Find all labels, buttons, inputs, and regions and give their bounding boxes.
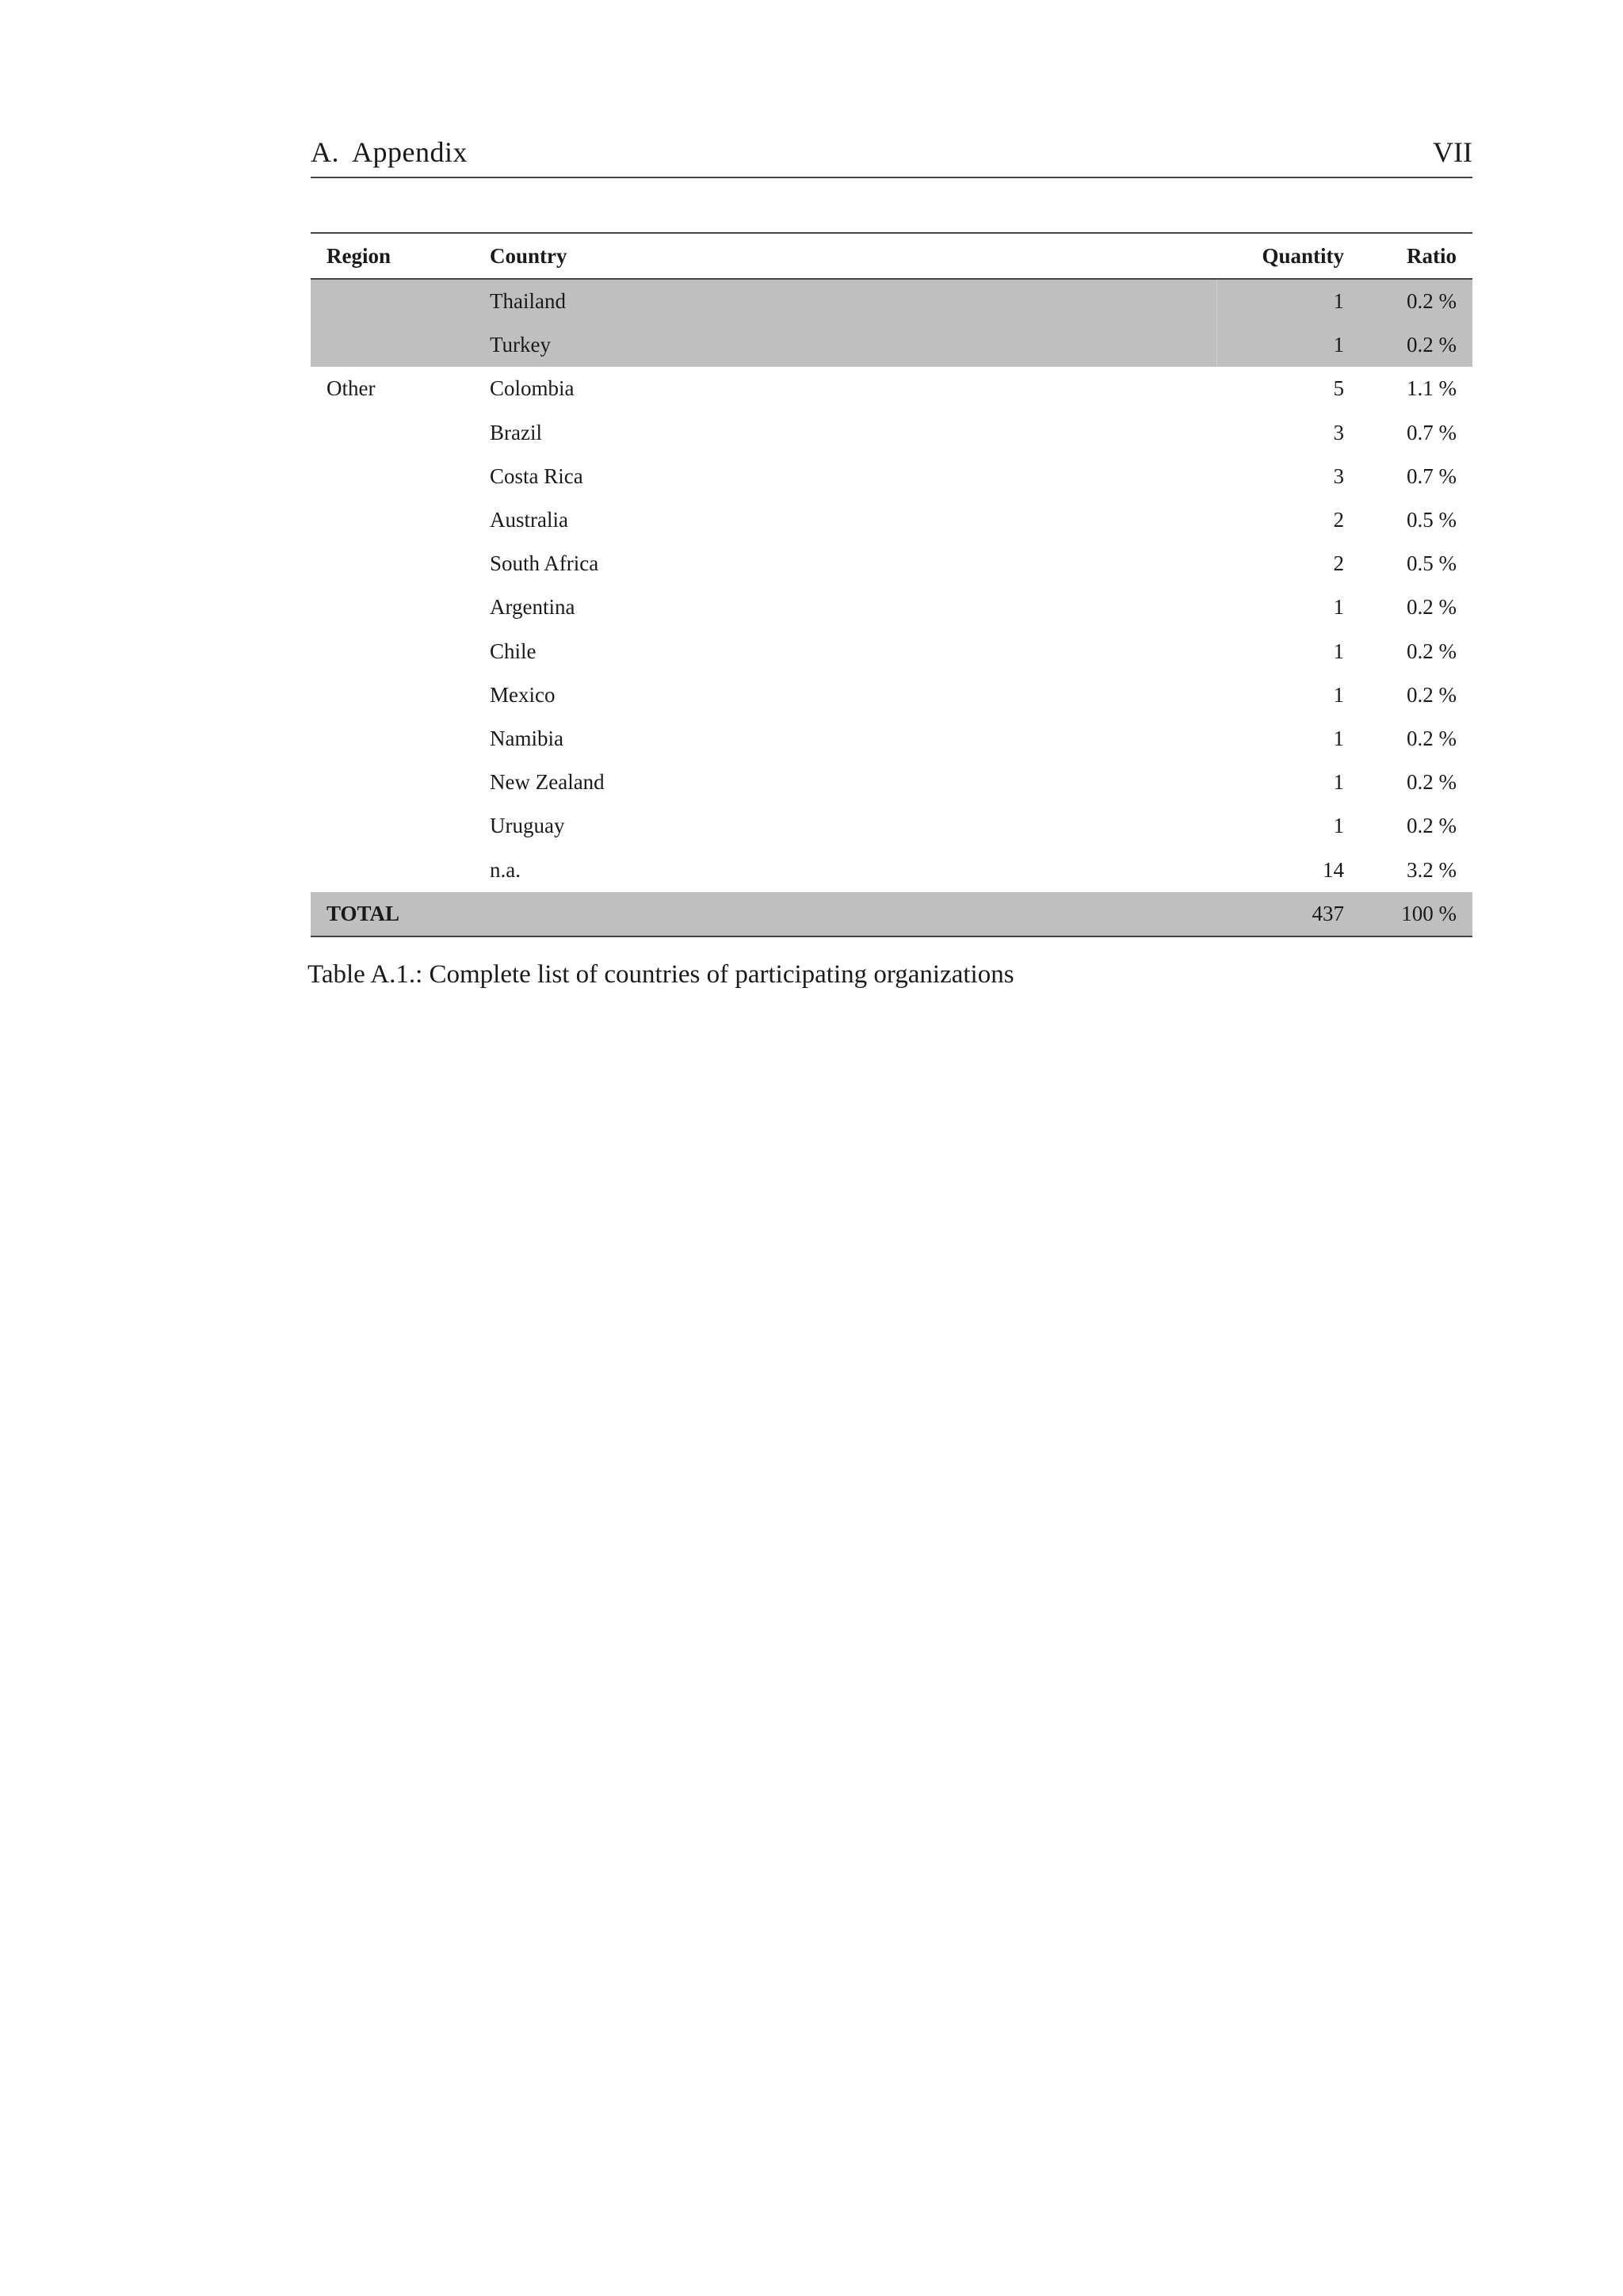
region-cell <box>311 804 490 848</box>
quantity-cell: 1 <box>1333 726 1344 750</box>
region-cell <box>311 323 490 367</box>
table-row <box>311 630 1472 673</box>
table-row <box>311 279 1472 323</box>
region-cell <box>311 411 490 455</box>
column-header-quantity: Quantity <box>1217 233 1369 279</box>
region-cell <box>311 761 490 804</box>
quantity-cell: 14 <box>1323 857 1344 882</box>
total-quantity: 437 <box>1217 892 1369 936</box>
ratio-cell: 0.7 % <box>1407 420 1457 444</box>
page-number: VII <box>1433 136 1472 168</box>
region-cell <box>311 717 490 761</box>
ratio-cell: 0.2 % <box>1407 726 1457 750</box>
ratio-cell: 1.1 % <box>1407 376 1457 401</box>
quantity-cell: 2 <box>1333 508 1344 532</box>
table-row <box>311 542 1472 585</box>
country-cell: New Zealand <box>490 770 605 795</box>
table-row <box>311 455 1472 498</box>
table-row <box>311 323 1472 367</box>
quantity-cell: 1 <box>1333 595 1344 620</box>
total-label: TOTAL <box>311 892 490 936</box>
total-row <box>311 892 1472 936</box>
table-caption: Table A.1.: Complete list of countries of participating organizations <box>307 960 1014 989</box>
ratio-cell: 0.5 % <box>1407 551 1457 576</box>
quantity-cell: 3 <box>1333 463 1344 488</box>
quantity-cell: 1 <box>1333 770 1344 795</box>
region-cell <box>311 585 490 629</box>
column-header-region: Region <box>311 233 490 279</box>
quantity-cell: 1 <box>1333 639 1344 663</box>
quantity-cell: 1 <box>1333 814 1344 838</box>
column-header-ratio: Ratio <box>1368 233 1472 279</box>
quantity-cell: 2 <box>1333 551 1344 576</box>
table-row <box>311 848 1472 891</box>
ratio-cell: 0.2 % <box>1407 682 1457 707</box>
region-cell <box>311 498 490 542</box>
section-title: Appendix <box>352 136 468 168</box>
country-cell: Turkey <box>490 323 1217 367</box>
country-cell: Brazil <box>490 420 542 444</box>
running-header <box>311 131 1472 178</box>
table-row <box>311 498 1472 542</box>
country-cell: Mexico <box>490 682 556 707</box>
quantity-cell: 1 <box>1217 323 1369 367</box>
table-row <box>311 717 1472 761</box>
country-cell: Argentina <box>490 595 575 620</box>
ratio-cell: 0.2 % <box>1407 595 1457 620</box>
table-header-row <box>311 233 1472 279</box>
country-cell: Australia <box>490 508 568 532</box>
country-cell: Chile <box>490 639 537 663</box>
table-row <box>311 761 1472 804</box>
country-cell: South Africa <box>490 551 599 576</box>
total-country-cell <box>490 892 1217 936</box>
table-row <box>311 804 1472 848</box>
ratio-cell: 0.2 % <box>1407 639 1457 663</box>
country-cell: Colombia <box>490 376 575 401</box>
region-cell <box>311 673 490 717</box>
ratio-cell: 0.5 % <box>1407 508 1457 532</box>
table-row <box>311 585 1472 629</box>
region-cell <box>311 455 490 498</box>
country-cell: Costa Rica <box>490 463 583 488</box>
table-row <box>311 673 1472 717</box>
ratio-cell: 0.2 % <box>1407 770 1457 795</box>
region-cell <box>311 848 490 891</box>
region-cell <box>311 630 490 673</box>
ratio-cell: 0.2 % <box>1407 814 1457 838</box>
region-cell <box>311 279 490 323</box>
country-cell: Thailand <box>490 279 1217 323</box>
quantity-cell: 5 <box>1333 376 1344 401</box>
country-cell: n.a. <box>490 857 521 882</box>
ratio-cell: 0.7 % <box>1407 463 1457 488</box>
section-number: A. <box>311 136 339 168</box>
table-row <box>311 411 1472 455</box>
countries-table <box>311 232 1472 937</box>
table-row <box>311 367 1472 410</box>
ratio-cell: 3.2 % <box>1407 857 1457 882</box>
total-ratio: 100 % <box>1368 892 1472 936</box>
ratio-cell: 0.2 % <box>1368 279 1472 323</box>
region-cell: Other <box>327 376 376 401</box>
column-header-country: Country <box>490 233 1217 279</box>
quantity-cell: 1 <box>1217 279 1369 323</box>
country-cell: Namibia <box>490 726 563 750</box>
country-cell: Uruguay <box>490 814 565 838</box>
section-heading <box>311 135 468 169</box>
region-cell <box>311 542 490 585</box>
quantity-cell: 1 <box>1333 682 1344 707</box>
ratio-cell: 0.2 % <box>1368 323 1472 367</box>
quantity-cell: 3 <box>1333 420 1344 444</box>
